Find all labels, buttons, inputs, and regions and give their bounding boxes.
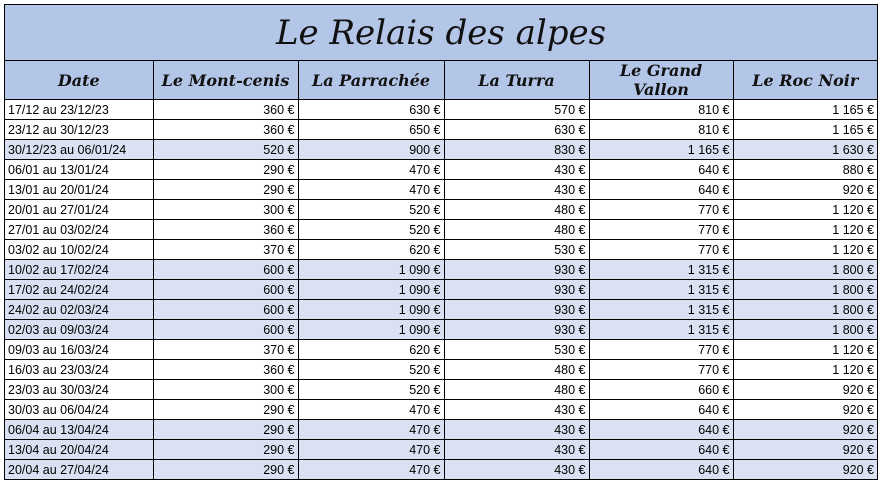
- price-cell[interactable]: 1 800 €: [733, 300, 877, 320]
- date-cell[interactable]: 20/01 au 27/01/24: [5, 200, 153, 220]
- table-row: [5, 360, 877, 380]
- table-row: [5, 340, 877, 360]
- column-header-parrachee[interactable]: La Parrachée: [298, 61, 444, 100]
- table-row: [5, 180, 877, 200]
- date-cell[interactable]: 17/02 au 24/02/24: [5, 280, 153, 300]
- price-cell[interactable]: 290 €: [153, 440, 298, 460]
- price-cell[interactable]: 770 €: [589, 200, 733, 220]
- price-cell[interactable]: 920 €: [733, 380, 877, 400]
- price-cell[interactable]: 370 €: [153, 240, 298, 260]
- price-cell[interactable]: 880 €: [733, 160, 877, 180]
- price-cell[interactable]: 1 120 €: [733, 240, 877, 260]
- price-cell[interactable]: 600 €: [153, 280, 298, 300]
- price-cell[interactable]: 520 €: [298, 220, 444, 240]
- price-cell[interactable]: 470 €: [298, 400, 444, 420]
- price-cell[interactable]: 920 €: [733, 460, 877, 480]
- price-cell[interactable]: 930 €: [444, 300, 589, 320]
- price-cell[interactable]: 360 €: [153, 220, 298, 240]
- price-cell[interactable]: 470 €: [298, 440, 444, 460]
- price-cell[interactable]: 1 120 €: [733, 200, 877, 220]
- price-cell[interactable]: 1 630 €: [733, 140, 877, 160]
- price-cell[interactable]: 640 €: [589, 400, 733, 420]
- price-cell[interactable]: 360 €: [153, 100, 298, 120]
- price-cell[interactable]: 600 €: [153, 300, 298, 320]
- date-cell[interactable]: 16/03 au 23/03/24: [5, 360, 153, 380]
- date-cell[interactable]: 23/12 au 30/12/23: [5, 120, 153, 140]
- price-cell[interactable]: 300 €: [153, 380, 298, 400]
- price-cell[interactable]: 770 €: [589, 340, 733, 360]
- price-cell[interactable]: 430 €: [444, 180, 589, 200]
- table-row: [5, 380, 877, 400]
- price-cell[interactable]: 660 €: [589, 380, 733, 400]
- sheet-title: Le Relais des alpes: [5, 5, 877, 61]
- price-cell[interactable]: 1 315 €: [589, 280, 733, 300]
- price-cell[interactable]: 1 090 €: [298, 300, 444, 320]
- price-cell[interactable]: 360 €: [153, 120, 298, 140]
- date-cell[interactable]: 02/03 au 09/03/24: [5, 320, 153, 340]
- price-cell[interactable]: 370 €: [153, 340, 298, 360]
- price-cell[interactable]: 630 €: [444, 120, 589, 140]
- price-cell[interactable]: 920 €: [733, 180, 877, 200]
- column-header-date[interactable]: Date: [5, 61, 153, 100]
- price-cell[interactable]: 480 €: [444, 380, 589, 400]
- date-cell[interactable]: 13/04 au 20/04/24: [5, 440, 153, 460]
- price-cell[interactable]: 1 315 €: [589, 320, 733, 340]
- price-cell[interactable]: 520 €: [298, 200, 444, 220]
- table-row: [5, 460, 877, 480]
- date-cell[interactable]: 13/01 au 20/01/24: [5, 180, 153, 200]
- table-row: [5, 200, 877, 220]
- price-cell[interactable]: 1 315 €: [589, 300, 733, 320]
- date-cell[interactable]: 27/01 au 03/02/24: [5, 220, 153, 240]
- price-cell[interactable]: 1 090 €: [298, 280, 444, 300]
- price-cell[interactable]: 640 €: [589, 180, 733, 200]
- price-sheet: [4, 4, 878, 480]
- date-cell[interactable]: 24/02 au 02/03/24: [5, 300, 153, 320]
- table-row: [5, 400, 877, 420]
- price-cell[interactable]: 430 €: [444, 440, 589, 460]
- column-header-roc-noir[interactable]: Le Roc Noir: [733, 61, 877, 100]
- price-cell[interactable]: 1 165 €: [589, 140, 733, 160]
- table-row: [5, 160, 877, 180]
- price-cell[interactable]: 1 165 €: [733, 120, 877, 140]
- price-cell[interactable]: 430 €: [444, 400, 589, 420]
- price-cell[interactable]: 290 €: [153, 420, 298, 440]
- price-cell[interactable]: 520 €: [153, 140, 298, 160]
- price-cell[interactable]: 930 €: [444, 320, 589, 340]
- price-cell[interactable]: 530 €: [444, 240, 589, 260]
- price-cell[interactable]: 300 €: [153, 200, 298, 220]
- price-cell[interactable]: 1 090 €: [298, 260, 444, 280]
- table-body: [5, 100, 877, 480]
- date-cell[interactable]: 03/02 au 10/02/24: [5, 240, 153, 260]
- date-cell[interactable]: 06/01 au 13/01/24: [5, 160, 153, 180]
- date-cell[interactable]: 23/03 au 30/03/24: [5, 380, 153, 400]
- price-cell[interactable]: 1 165 €: [733, 100, 877, 120]
- price-cell[interactable]: 430 €: [444, 420, 589, 440]
- price-cell[interactable]: 470 €: [298, 160, 444, 180]
- price-cell[interactable]: 1 800 €: [733, 260, 877, 280]
- date-cell[interactable]: 10/02 au 17/02/24: [5, 260, 153, 280]
- price-cell[interactable]: 570 €: [444, 100, 589, 120]
- price-cell[interactable]: 470 €: [298, 420, 444, 440]
- price-cell[interactable]: 290 €: [153, 460, 298, 480]
- price-cell[interactable]: 360 €: [153, 360, 298, 380]
- price-cell[interactable]: 1 120 €: [733, 360, 877, 380]
- price-cell[interactable]: 290 €: [153, 400, 298, 420]
- price-cell[interactable]: 830 €: [444, 140, 589, 160]
- price-cell[interactable]: 480 €: [444, 360, 589, 380]
- price-cell[interactable]: 640 €: [589, 440, 733, 460]
- price-cell[interactable]: 930 €: [444, 280, 589, 300]
- table-row: [5, 280, 877, 300]
- column-header-turra[interactable]: La Turra: [444, 61, 589, 100]
- price-cell[interactable]: 900 €: [298, 140, 444, 160]
- price-cell[interactable]: 290 €: [153, 160, 298, 180]
- price-cell[interactable]: 520 €: [298, 380, 444, 400]
- price-cell[interactable]: 290 €: [153, 180, 298, 200]
- price-cell[interactable]: 920 €: [733, 420, 877, 440]
- price-cell[interactable]: 1 120 €: [733, 340, 877, 360]
- date-cell[interactable]: 09/03 au 16/03/24: [5, 340, 153, 360]
- price-cell[interactable]: 630 €: [298, 100, 444, 120]
- date-cell[interactable]: 17/12 au 23/12/23: [5, 100, 153, 120]
- price-cell[interactable]: 770 €: [589, 360, 733, 380]
- price-cell[interactable]: 810 €: [589, 100, 733, 120]
- table-row: [5, 260, 877, 280]
- table-row: [5, 300, 877, 320]
- table-row: [5, 140, 877, 160]
- price-cell[interactable]: 1 315 €: [589, 260, 733, 280]
- price-cell[interactable]: 1 800 €: [733, 320, 877, 340]
- date-cell[interactable]: 06/04 au 13/04/24: [5, 420, 153, 440]
- price-cell[interactable]: 470 €: [298, 180, 444, 200]
- price-cell[interactable]: 770 €: [589, 240, 733, 260]
- price-cell[interactable]: 1 800 €: [733, 280, 877, 300]
- column-header-mont-cenis[interactable]: Le Mont-cenis: [153, 61, 298, 100]
- table-row: [5, 320, 877, 340]
- price-cell[interactable]: 530 €: [444, 340, 589, 360]
- price-cell[interactable]: 640 €: [589, 420, 733, 440]
- price-cell[interactable]: 480 €: [444, 220, 589, 240]
- price-cell[interactable]: 640 €: [589, 460, 733, 480]
- price-cell[interactable]: 600 €: [153, 260, 298, 280]
- price-cell[interactable]: 650 €: [298, 120, 444, 140]
- header-row: [5, 61, 877, 100]
- price-cell[interactable]: 620 €: [298, 340, 444, 360]
- price-cell[interactable]: 470 €: [298, 460, 444, 480]
- price-cell[interactable]: 1 120 €: [733, 220, 877, 240]
- table-row: [5, 120, 877, 140]
- table-row: [5, 240, 877, 260]
- price-cell[interactable]: 520 €: [298, 360, 444, 380]
- date-cell[interactable]: 20/04 au 27/04/24: [5, 460, 153, 480]
- price-cell[interactable]: 600 €: [153, 320, 298, 340]
- column-header-grand-vallon[interactable]: Le Grand Vallon: [589, 61, 733, 100]
- price-cell[interactable]: 920 €: [733, 440, 877, 460]
- table-row: [5, 220, 877, 240]
- price-cell[interactable]: 640 €: [589, 160, 733, 180]
- date-cell[interactable]: 30/03 au 06/04/24: [5, 400, 153, 420]
- price-cell[interactable]: 430 €: [444, 160, 589, 180]
- table-row: [5, 420, 877, 440]
- price-cell[interactable]: 1 090 €: [298, 320, 444, 340]
- price-cell[interactable]: 930 €: [444, 260, 589, 280]
- date-cell[interactable]: 30/12/23 au 06/01/24: [5, 140, 153, 160]
- table-row: [5, 100, 877, 120]
- price-cell[interactable]: 810 €: [589, 120, 733, 140]
- price-cell[interactable]: 920 €: [733, 400, 877, 420]
- price-cell[interactable]: 430 €: [444, 460, 589, 480]
- price-cell[interactable]: 770 €: [589, 220, 733, 240]
- price-cell[interactable]: 620 €: [298, 240, 444, 260]
- price-cell[interactable]: 480 €: [444, 200, 589, 220]
- price-table: [5, 61, 877, 479]
